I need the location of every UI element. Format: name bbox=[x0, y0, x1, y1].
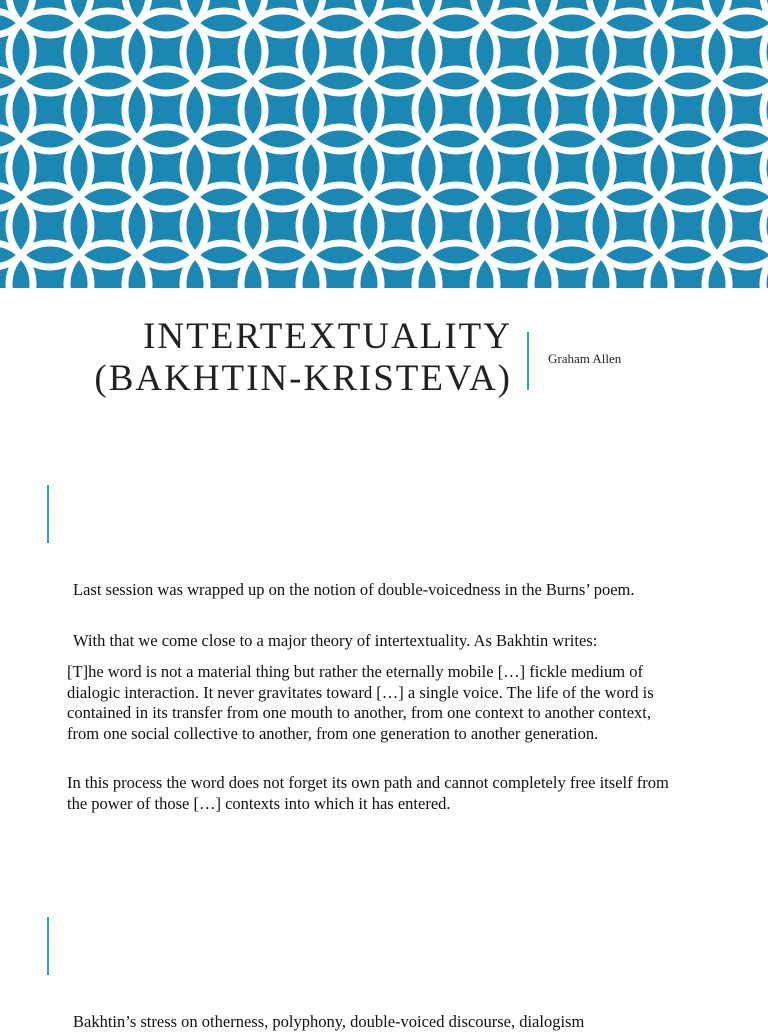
title-line-2: (BAKHTIN-KRISTEVA) bbox=[94, 358, 512, 399]
accent-bar-second bbox=[47, 917, 49, 975]
decorative-pattern-banner bbox=[0, 0, 768, 288]
title-divider bbox=[527, 332, 529, 390]
paragraph-bakhtin-stress: Bakhtin’s stress on otherness, polyphony, double-voiced discourse, dialogism bbox=[73, 1012, 585, 1031]
pattern-fill bbox=[0, 0, 768, 288]
paragraph-intro-quote: With that we come close to a major theory of intertextuality. As Bakhtin writes: bbox=[73, 631, 598, 650]
author-name: Graham Allen bbox=[548, 351, 622, 366]
paragraph-word-path: In this process the word does not forget its own path and cannot completely free itself from the power of those […] contexts into which it has entered. bbox=[67, 773, 669, 813]
slide-title bbox=[72, 316, 512, 400]
circle-lattice-pattern-icon bbox=[0, 0, 768, 288]
paragraph-last-session: Last session was wrapped up on the notion of double-voicedness in the Burns’ poem. bbox=[73, 580, 635, 599]
paragraph-bakhtin-quote: [T]he word is not a material thing but rather the eternally mobile […] fickle medium of dialogic interaction. It never gravitates toward […] a single voice. The life of the word is contained in its transfer from one mouth to another, from one context to another context, from one social collective to another, from one generation to another generation. bbox=[67, 662, 654, 743]
title-line-1: INTERTEXTUALITY bbox=[143, 316, 512, 357]
accent-bar bbox=[47, 485, 49, 543]
